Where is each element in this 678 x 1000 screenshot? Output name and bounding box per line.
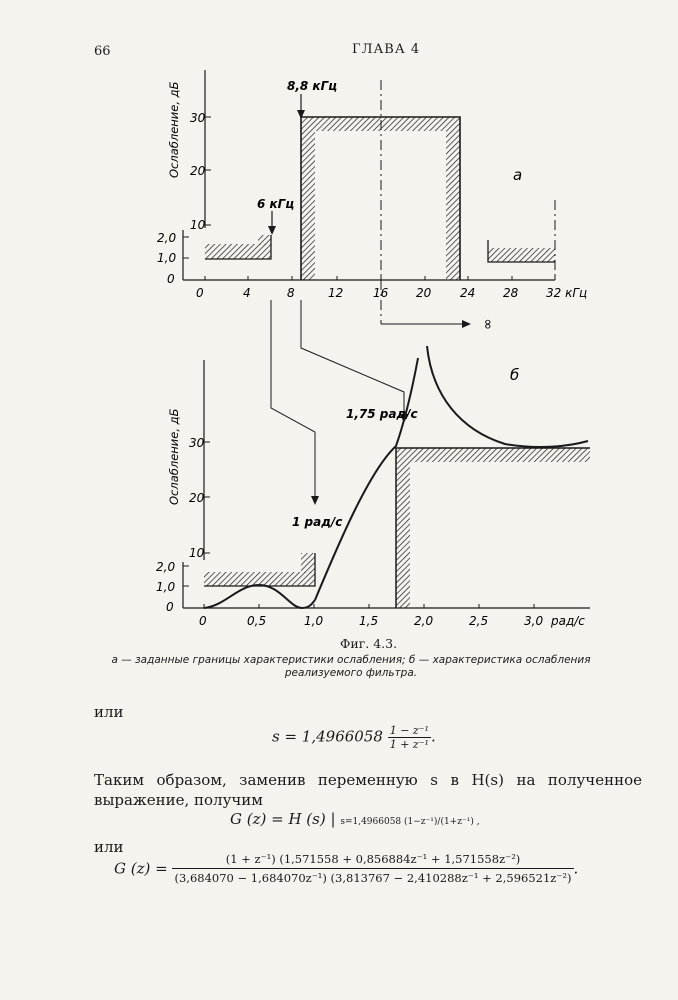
b-xlabel-30: 3,0: [524, 614, 544, 628]
a-xlabel-32: 32 кГц: [546, 286, 588, 300]
a-xlabel-16: 16: [373, 286, 389, 300]
b-ylabel-0: 0: [166, 600, 174, 614]
body-paragraph: Таким образом, заменив переменную s в H(s) на полученное выражение, получим: [94, 771, 642, 809]
a-xlabel-24: 24: [460, 286, 476, 300]
a-xlabel-8: 8: [287, 286, 295, 300]
g2-den: (3,684070 − 1,684070z⁻¹) (3,813767 − 2,410288z⁻¹ + 2,596521z⁻²): [174, 871, 572, 885]
s-formula-fraction: [388, 724, 431, 751]
b-xlabel-unit: рад/с: [551, 614, 585, 628]
a-annotation-88k: 8,8 кГц: [287, 79, 338, 93]
figure-caption-text: а — заданные границы характеристики ослабления; б — характеристика ослабления реализуемого фильтра.: [111, 654, 591, 679]
b-xlabel-15: 1,5: [359, 614, 379, 628]
page-number: 66: [94, 44, 111, 59]
a-xlabel-28: 28: [503, 286, 519, 300]
g-formula-main: G (z) = H (s) |: [230, 810, 336, 828]
mapping-line-6k: [271, 300, 315, 500]
b-ylabel-30: 30: [189, 436, 205, 450]
mapping-lines: [271, 300, 408, 505]
s-formula: s = 1,4966058 $\frac{\text{1 − z⁻¹}}{\text{1 + z⁻¹}}$ .: [272, 724, 436, 751]
a-infinity-label: ∞: [480, 318, 496, 330]
b-xlabel-20: 2,0: [414, 614, 434, 628]
b-xlabel-25: 2,5: [469, 614, 489, 628]
or-label-1: или: [94, 703, 124, 721]
a-annotation-6k: 6 кГц: [257, 197, 295, 211]
g2-formula: G (z) = (1 + z⁻¹) (1,571558 + 0,856884z⁻¹ + 1,571558z⁻²) (3,684070 − 1,684070z⁻¹) (3,813767 − 2,410288z⁻¹ + 2,596521z⁻²) .: [114, 852, 579, 885]
or-label-2: или: [94, 838, 124, 856]
figure-caption-title: Фиг. 4.3.: [340, 636, 398, 651]
chapter-title: ГЛАВА 4: [352, 42, 421, 57]
g-formula-sub: s=1,4966058 (1−z⁻¹)/(1+z⁻¹) ,: [340, 817, 480, 827]
a-infinity-arrowhead: [462, 320, 471, 328]
a-xlabel-12: 12: [328, 286, 344, 300]
panel-b: [156, 346, 590, 628]
b-xlabel-10: 1,0: [304, 614, 324, 628]
b-stopband-edge: [396, 448, 590, 608]
s-formula-num: 1 − z⁻¹: [389, 724, 429, 737]
a-xlabel-0: 0: [196, 286, 204, 300]
b-xlabel-05: 0,5: [247, 614, 267, 628]
a-passband-hatch-right: [488, 248, 555, 262]
b-passband-hatch: [204, 572, 315, 586]
a-ylabel-30: 30: [190, 111, 206, 125]
a-y-axis-title: Ослабление, дБ: [167, 81, 181, 178]
a-x-tick-labels: [196, 286, 587, 300]
a-xlabel-20: 20: [416, 286, 432, 300]
a-passband-hatch-top: [258, 235, 271, 245]
b-passband-hatch-top: [301, 553, 315, 573]
b-ylabel-10: 10: [189, 546, 205, 560]
b-panel-label: б: [510, 366, 520, 384]
b-annotation-175: 1,75 рад/с: [346, 407, 418, 421]
b-ylabel-1: 1,0: [156, 580, 176, 594]
b-y-axis-title: Ослабление, дБ: [167, 408, 181, 505]
g2-num: (1 + z⁻¹) (1,571558 + 0,856884z⁻¹ + 1,571558z⁻²): [172, 852, 573, 869]
g2-fraction: [172, 852, 573, 885]
mapping-line-88k: [301, 300, 404, 420]
s-formula-den: 1 + z⁻¹: [389, 738, 429, 751]
a-ylabel-0: 0: [167, 272, 175, 286]
a-ylabel-1: 1,0: [157, 251, 177, 265]
panel-a: [157, 70, 587, 330]
b-x-tick-labels: [199, 614, 585, 628]
a-ylabel-20: 20: [190, 164, 206, 178]
b-stopband-hatch: [396, 448, 590, 608]
a-panel-label: а: [513, 166, 523, 184]
g2-lhs: G (z) =: [114, 859, 168, 878]
a-arrowhead-6k: [268, 226, 276, 235]
g-formula: [230, 810, 480, 828]
b-response-stopband: [427, 346, 588, 447]
b-annotation-1: 1 рад/с: [292, 515, 343, 529]
b-ylabel-20: 20: [189, 491, 205, 505]
s-formula-lhs: s = 1,4966058: [272, 727, 383, 746]
a-ylabel-10: 10: [190, 218, 206, 232]
a-xlabel-4: 4: [243, 286, 251, 300]
b-ylabel-2: 2,0: [156, 560, 176, 574]
b-xlabel-0: 0: [199, 614, 207, 628]
a-ylabel-2: 2,0: [157, 231, 177, 245]
a-passband-hatch: [205, 244, 271, 259]
